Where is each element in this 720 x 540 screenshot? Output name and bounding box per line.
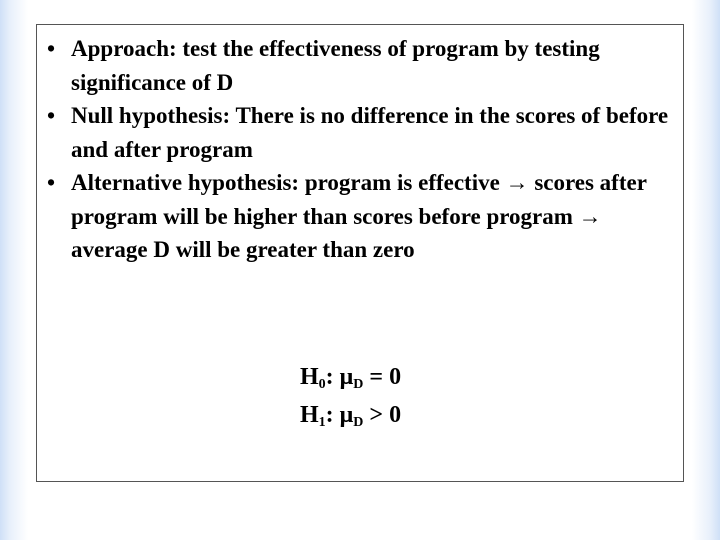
hyp-colon: :: [325, 402, 334, 428]
bullet-alternative-hypothesis: [47, 166, 677, 267]
bullet-text: Alternative hypothesis: program is effective → scores after program will be higher than scores before program → average D will be greater than zero: [71, 170, 647, 262]
bullet-text: Approach: test the effectiveness of program by testing significance of D: [71, 36, 600, 95]
hyp-colon: :: [325, 364, 334, 390]
hyp-param: μ: [339, 364, 354, 390]
hyp-relation: = 0: [369, 364, 402, 390]
hyp-param-subscript: D: [353, 377, 364, 392]
hypothesis-h0: [300, 358, 401, 396]
bullet-marker: •: [47, 36, 56, 61]
bullet-list: [47, 32, 677, 267]
content-box: [36, 24, 684, 482]
bullet-text: Null hypothesis: There is no difference in the scores of before and after program: [71, 103, 669, 162]
bullet-marker: •: [47, 170, 56, 195]
hyp-subscript: 0: [318, 377, 326, 392]
bullet-null-hypothesis: [47, 99, 677, 166]
hypothesis-h1: [300, 396, 401, 434]
hyp-symbol: H: [300, 402, 319, 428]
hyp-param: μ: [339, 402, 354, 428]
bullet-marker: •: [47, 103, 56, 128]
hyp-symbol: H: [300, 364, 319, 390]
bullet-approach: [47, 32, 677, 99]
hypotheses-block: [300, 358, 401, 434]
hyp-relation: > 0: [369, 402, 402, 428]
hyp-subscript: 1: [318, 415, 326, 430]
hyp-param-subscript: D: [353, 415, 364, 430]
